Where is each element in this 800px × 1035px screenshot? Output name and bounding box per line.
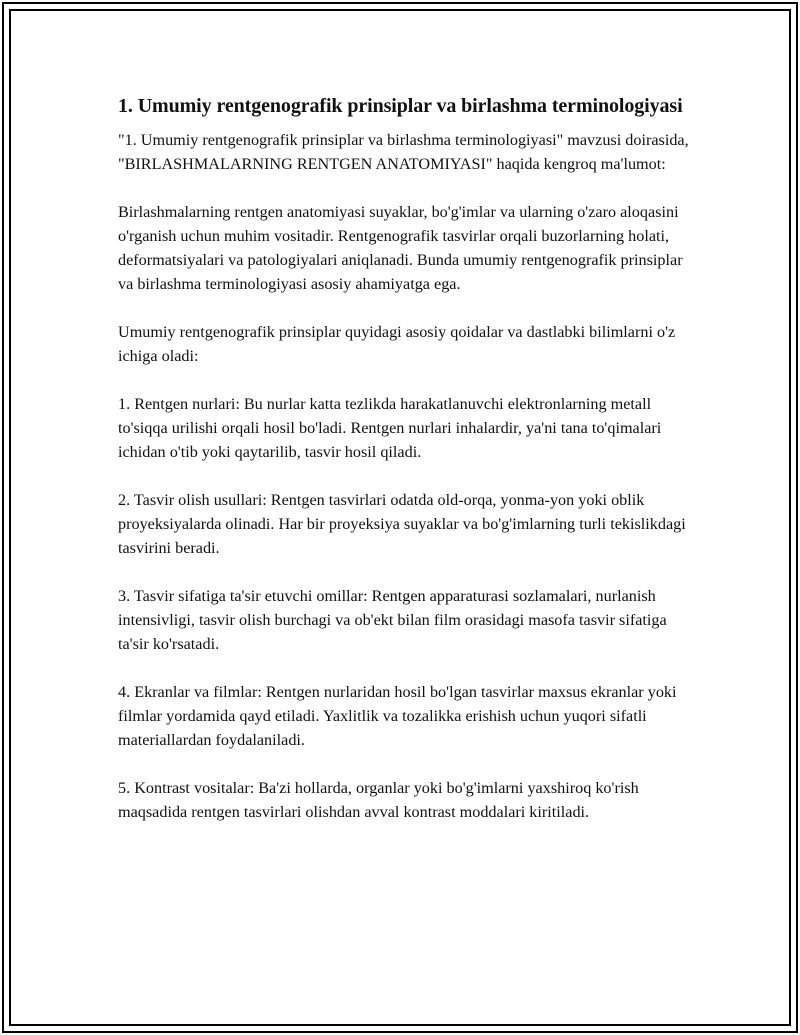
principle-item-4: 4. Ekranlar va filmlar: Rentgen nurlaridan hosil bo'lgan tasvirlar maxsus ekranlar yoki filmlar yordamida qayd etiladi. Yaxlitlik va tozalikka erishish uchun yuqori sifatli materiallardan foydalaniladi. xyxy=(118,683,677,749)
document-body xyxy=(118,92,698,848)
principle-item-5: 5. Kontrast vositalar: Ba'zi hollarda, organlar yoki bo'g'imlarni yaxshiroq ko'rish maqsadida rentgen tasvirlari olishdan avval kontrast moddalari kiritiladi. xyxy=(118,779,639,821)
document-title: 1. Umumiy rentgenografik prinsiplar va birlashma terminologiyasi xyxy=(118,95,683,117)
principle-item-1: 1. Rentgen nurlari: Bu nurlar katta tezlikda harakatlanuvchi elektronlarning metall to'siqqa urilishi orqali hosil bo'ladi. Rentgen nurlari inhalardir, ya'ni tana to'qimalari ichidan o'tib yoki qaytarilib, tasvir hosil qiladi. xyxy=(118,395,662,461)
principle-item-2: 2. Tasvir olish usullari: Rentgen tasvirlari odatda old-orqa, yonma-yon yoki oblik proyeksiyalarda olinadi. Har bir proyeksiya suyaklar va bo'g'imlarning turli tekislikdagi tasvirini beradi. xyxy=(118,491,686,557)
principle-item-3: 3. Tasvir sifatiga ta'sir etuvchi omillar: Rentgen apparaturasi sozlamalari, nurlanish intensivligi, tasvir olish burchagi va ob'ekt bilan film orasidagi masofa tasvir sifatiga ta'sir ko'rsatadi. xyxy=(118,587,667,653)
overview-paragraph: Birlashmalarning rentgen anatomiyasi suyaklar, bo'g'imlar va ularning o'zaro aloqasini o'rganish uchun muhim vositadir. Rentgenografik tasvirlar orqali buzorlarning holati, deformatsiyalari va patologiyalari aniqlanadi. Bunda umumiy rentgenografik prinsiplar va birlashma terminologiyasi asosiy ahamiyatga ega. xyxy=(118,203,683,293)
intro-paragraph: "1. Umumiy rentgenografik prinsiplar va birlashma terminologiyasi" mavzusi doirasida, "BIRLASHMALARNING RENTGEN ANATOMIYASI" haqida kengroq ma'lumot: xyxy=(118,131,689,173)
principles-intro-paragraph: Umumiy rentgenografik prinsiplar quyidagi asosiy qoidalar va dastlabki bilimlarni o'z ichiga oladi: xyxy=(118,323,676,365)
